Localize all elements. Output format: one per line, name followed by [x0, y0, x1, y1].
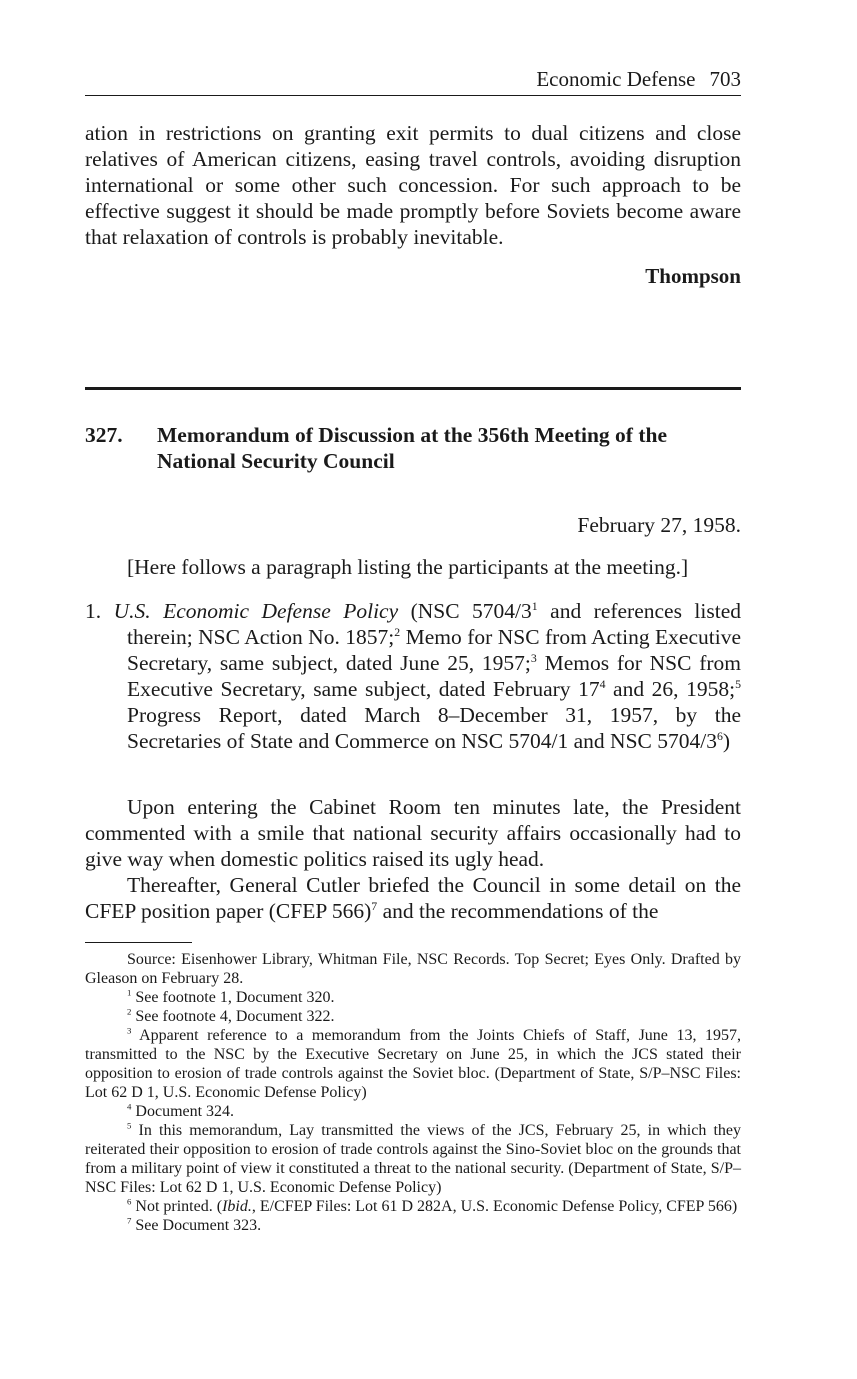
footnote-ref: 7 [371, 898, 378, 913]
header-rule [85, 95, 741, 96]
footnote-text: Document 324. [135, 1103, 235, 1120]
footnote [85, 1007, 741, 1026]
body-paragraph: Upon entering the Cabinet Room ten minutes late, the President commented with a smile that national security affairs occasionally had to give way when domestic politics raised its ugly head. [85, 795, 741, 871]
footnote-ref: 4 [599, 676, 606, 691]
agenda-item [85, 598, 741, 754]
footnote-ref: 6 [716, 728, 723, 743]
footnote-mark: 1 [127, 987, 132, 998]
body-paragraph [85, 872, 741, 924]
footnote-mark: 5 [127, 1120, 132, 1131]
document-title: Memorandum of Discussion at the 356th Meeting of the National Security Council [157, 423, 667, 473]
document-separator-rule [85, 387, 741, 390]
agenda-text-segment: (NSC 5704/3 [398, 599, 532, 623]
footnote-text: See footnote 1, Document 320. [135, 989, 335, 1006]
document-date: February 27, 1958. [577, 513, 741, 537]
footnote [85, 1197, 741, 1216]
page-number: 703 [709, 67, 741, 91]
footnote-ref: 1 [531, 598, 538, 613]
running-header [85, 66, 741, 92]
footnote-mark: 4 [127, 1101, 132, 1112]
footnote-text: See footnote 4, Document 322. [135, 1008, 335, 1025]
footnote-ref: 3 [530, 650, 537, 665]
agenda-text-segment: Progress Report, dated March 8–December 31, 1957, by the Secretaries of State and Commerce on NSC 5704/1 and NSC 5704/3 [127, 703, 741, 753]
continuation-paragraph: ation in restrictions on granting exit permits to dual citizens and close relatives of American citizens, easing travel controls, avoiding disruption international or some other such concession. For such approach to be effective suggest it should be made promptly before Soviets become aware that relaxation of controls is probably inevitable. [85, 121, 741, 249]
agenda-text-segment: ) [722, 729, 731, 753]
agenda-text-segment: and references listed therein; NSC Action No. 1857; [127, 599, 742, 649]
footnote-mark: 3 [127, 1025, 132, 1036]
footnote-text: Ibid. [222, 1198, 252, 1215]
footnote-rule [85, 942, 192, 943]
signature: Thompson [645, 264, 741, 288]
footnote-mark: 6 [127, 1196, 132, 1207]
footnote-ref: 2 [394, 624, 401, 639]
footnote [85, 1216, 741, 1235]
footnotes [85, 950, 741, 1235]
footnote-text: In this memorandum, Lay transmitted the views of the JCS, February 25, in which they reiterated their opposition to erosion of trade controls against the Sino-Soviet bloc on the grounds that from a military point of view it constituted a threat to the national security. (Department of State, S/P–NSC Files: Lot 62 D 1, U.S. Economic Defense Policy) [85, 1122, 741, 1196]
agenda-item-title: U.S. Economic Defense Policy [113, 599, 399, 623]
agenda-text-segment: Memo for NSC from Acting Executive Secretary, same subject, dated June 25, 1957; [127, 625, 741, 675]
document-number: 327. [85, 423, 123, 447]
agenda-text-segment: Memos for NSC from Executive Secretary, same subject, dated February 17 [127, 651, 742, 701]
footnote [85, 1121, 741, 1197]
footnote-text: Apparent reference to a memorandum from the Joints Chiefs of Staff, June 13, 1957, transmitted to the NSC by the Executive Secretary on June 25, in which the JCS stated their opposition to erosion of trade controls against the Soviet bloc. (Department of State, S/P–NSC Files: Lot 62 D 1, U.S. Economic Defense Policy) [85, 1027, 742, 1101]
section-title: Economic Defense [536, 67, 696, 91]
footnote [85, 988, 741, 1007]
footnote-text: Not printed. ( [135, 1198, 223, 1215]
footnote-mark: 7 [127, 1215, 132, 1226]
footnote-text: , E/CFEP Files: Lot 61 D 282A, U.S. Economic Defense Policy, CFEP 566) [251, 1198, 738, 1215]
footnote [85, 1102, 741, 1121]
footnote-ref: 5 [735, 676, 741, 691]
editorial-note: [Here follows a paragraph listing the participants at the meeting.] [127, 555, 689, 579]
footnote [85, 1026, 741, 1102]
agenda-text-segment: and 26, 1958; [605, 677, 736, 701]
paragraph-text: Thereafter, General Cutler briefed the Council in some detail on the CFEP position paper (CFEP 566) [85, 873, 741, 923]
footnote-mark: 2 [127, 1006, 132, 1017]
footnote-source: Source: Eisenhower Library, Whitman File, NSC Records. Top Secret; Eyes Only. Drafted by Gleason on February 28. [85, 951, 741, 987]
agenda-item-number: 1. [85, 599, 102, 623]
paragraph-text: and the recommendations of the [377, 899, 659, 923]
footnote-text: See Document 323. [135, 1217, 262, 1234]
